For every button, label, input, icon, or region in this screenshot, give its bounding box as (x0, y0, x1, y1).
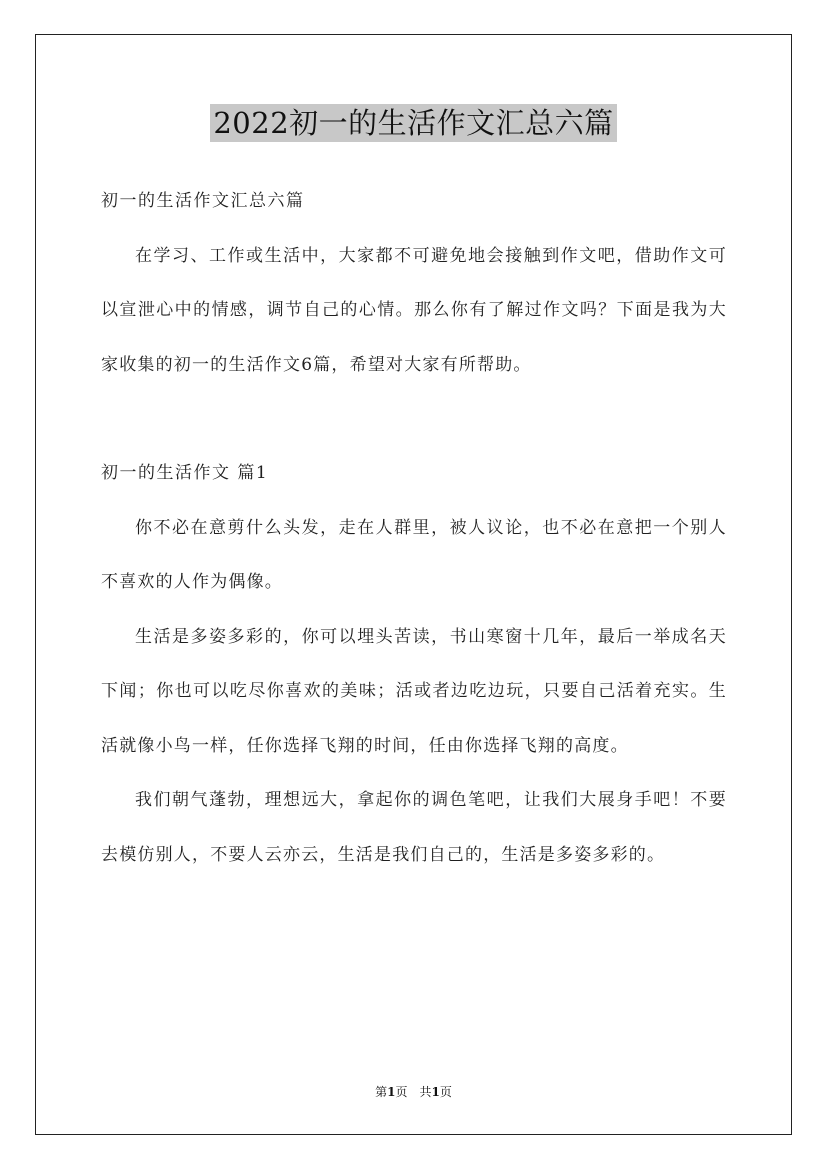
page-footer (0, 1083, 827, 1100)
footer-prefix: 第 (375, 1085, 388, 1099)
body-paragraph: 我们朝气蓬勃，理想远大，拿起你的调色笔吧，让我们大展身手吧！不要去模仿别人，不要人云亦云，生活是我们自己的，生活是多姿多彩的。 (101, 790, 727, 865)
document-title: 2022初一的生活作文汇总六篇 (210, 104, 616, 142)
document-body (101, 174, 727, 882)
footer-suffix: 页 (439, 1085, 452, 1099)
intro-paragraph: 在学习、工作或生活中，大家都不可避免地会接触到作文吧，借助作文可以宣泄心中的情感，调节自己的心情。那么你有了解过作文吗？下面是我为大家收集的初一的生活作文6篇，希望对大家有所帮助。 (101, 245, 727, 375)
footer-page-number: 1 (387, 1085, 396, 1099)
footer-mid: 页 共 (395, 1085, 432, 1099)
body-paragraph: 生活是多姿多彩的，你可以埋头苦读，书山寒窗十几年，最后一举成名天下闻；你也可以吃尽你喜欢的美味；活或者边吃边玩，只要自己活着充实。生活就像小鸟一样，任你选择飞翔的时间，任由你选择飞翔的高度。 (101, 626, 727, 756)
footer-total-pages: 1 (431, 1085, 440, 1099)
body-paragraph: 你不必在意剪什么头发，走在人群里，被人议论，也不必在意把一个别人不喜欢的人作为偶像。 (101, 517, 727, 592)
section-heading: 初一的生活作文 篇1 (101, 463, 269, 483)
document-subtitle: 初一的生活作文汇总六篇 (101, 191, 305, 211)
title-container (0, 104, 827, 142)
